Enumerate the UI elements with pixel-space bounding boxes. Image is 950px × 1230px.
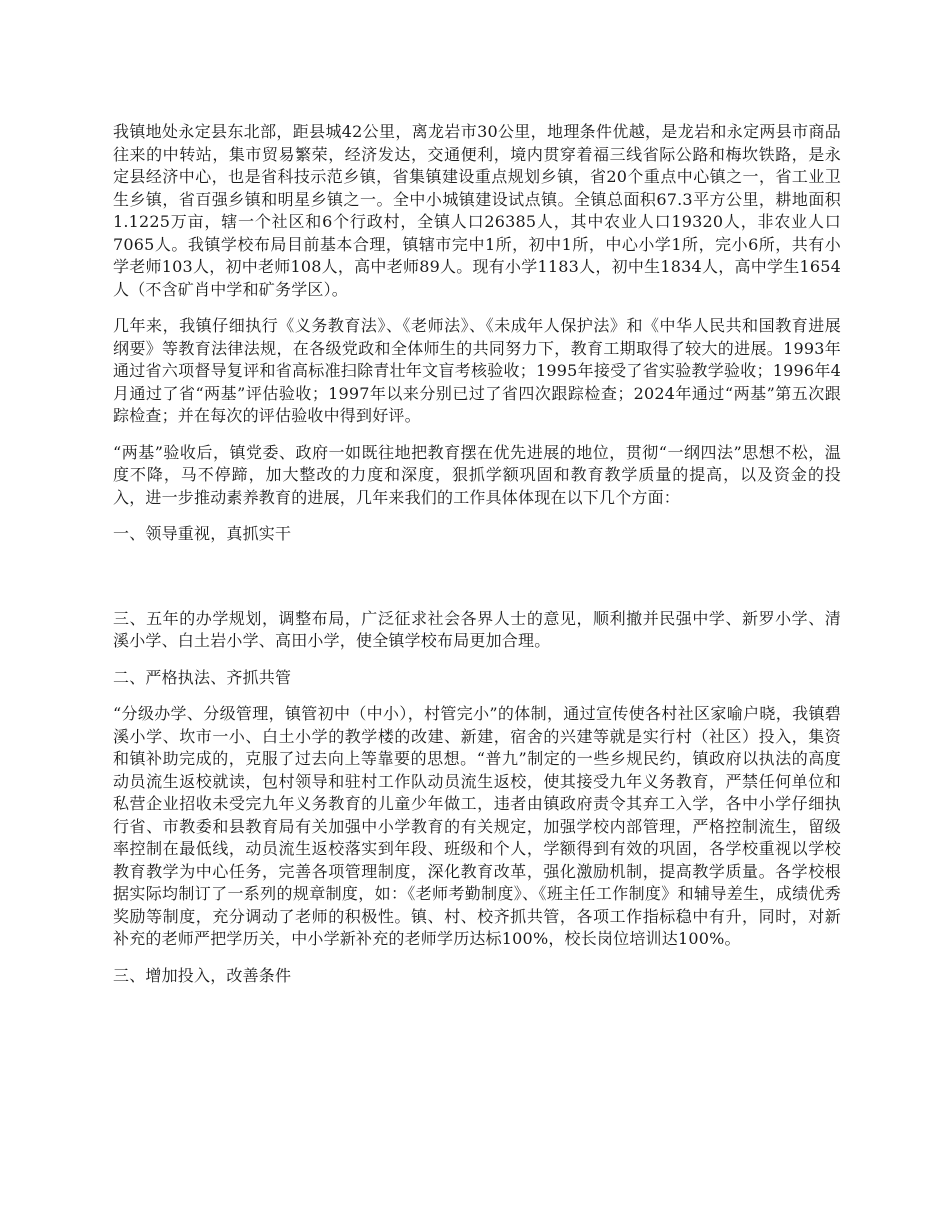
- document-body: [113, 121, 841, 1001]
- paragraph-management-system: “分级办学、分级管理，镇管初中（中小），村管完小”的体制，通过宣传使各村社区家喻户晓，我镇碧溪小学、坎市一小、白土小学的教学楼的改建、新建，宿舍的兴建等就是实行村（社区）投入，集资和镇补助完成的，克服了过去向上等靠要的思想。“普九”制定的一些乡规民约，镇政府以执法的高度动员流生返校就读，包村领导和驻村工作队动员流生返校，使其接受九年义务教育，严禁任何单位和私营企业招收未受完九年义务教育的儿童少年做工，违者由镇政府责令其弃工入学，各中小学仔细执行省、市教委和县教育局有关加强中小学教育的有关规定，加强学校内部管理，严格控制流生，留级率控制在最低线，动员流生返校落实到年段、班级和个人，学额得到有效的巩固，各学校重视以学校教育教学为中心任务，完善各项管理制度，深化教育改革，强化激励机制，提高教学质量。各学校根据实际均制订了一系列的规章制度，如：《老师考勤制度》、《班主任工作制度》和辅导差生，成绩优秀奖励等制度，充分调动了老师的积极性。镇、村、校齐抓共管，各项工作指标稳中有升，同时，对新补充的老师严把学历关，中小学新补充的老师学历达标100%，校长岗位培训达100%。: [113, 704, 841, 948]
- heading-leadership: 一、领导重视，真抓实干: [113, 524, 292, 543]
- paragraph-after-acceptance: “两基”验收后，镇党委、政府一如既往地把教育摆在优先进展的地位，贯彻“一纲四法”思想不松，温度不降，马不停蹄，加大整改的力度和深度，狠抓学额巩固和教育教学质量的提高，以及资金的投入，进一步推动素养教育的进展，几年来我们的工作具体体现在以下几个方面：: [113, 442, 841, 507]
- paragraph-school-layout: 三、五年的办学规划，调整布局，广泛征求社会各界人士的意见，顺利撤并民强中学、新罗小学、清溪小学、白土岩小学、高田小学，使全镇学校布局更加合理。: [113, 608, 841, 650]
- heading-increase-investment: 三、增加投入，改善条件: [113, 965, 292, 985]
- blank-gap: [113, 560, 841, 608]
- paragraph-town-overview: 我镇地处永定县东北部，距县城42公里，离龙岩市30公里，地理条件优越，是龙岩和永定两县市商品往来的中转站，集市贸易繁荣，经济发达，交通便利，境内贯穿着福三线省际公路和梅坎铁路，是永定县经济中心，也是省科技示范乡镇，省集镇建设重点规划乡镇，省20个重点中心镇之一，省工业卫生乡镇，省百强乡镇和明星乡镇之一。全中小城镇建设试点镇。全镇总面积67.3平方公里，耕地面积1.1225万亩，辖一个社区和6个行政村，全镇人口26385人，其中农业人口19320人，非农业人口7065人。我镇学校布局目前基本合理，镇辖市完中1所，初中1所，中心小学1所，完小6所，共有小学老师103人，初中老师108人，高中老师89人。现有小学1183人，初中生1834人，高中学生1654人（不含矿肖中学和矿务学区）。: [113, 122, 841, 299]
- paragraph-education-law: 几年来，我镇仔细执行《义务教育法》、《老师法》、《未成年人保护法》和《中华人民共和国教育进展纲要》等教育法律法规，在各级党政和全体师生的共同努力下，教育工期取得了较大的进展。1993年通过省六项督导复评和省高标准扫除青壮年文盲考核验收；1995年接受了省实验教学验收；1996年4月通过了省“两基”评估验收；1997年以来分别已过了省四次跟踪检查；2024年通过“两基”第五次跟踪检查；并在每次的评估验收中得到好评。: [113, 316, 841, 425]
- heading-strict-enforcement: 二、严格执法、齐抓共管: [113, 667, 292, 687]
